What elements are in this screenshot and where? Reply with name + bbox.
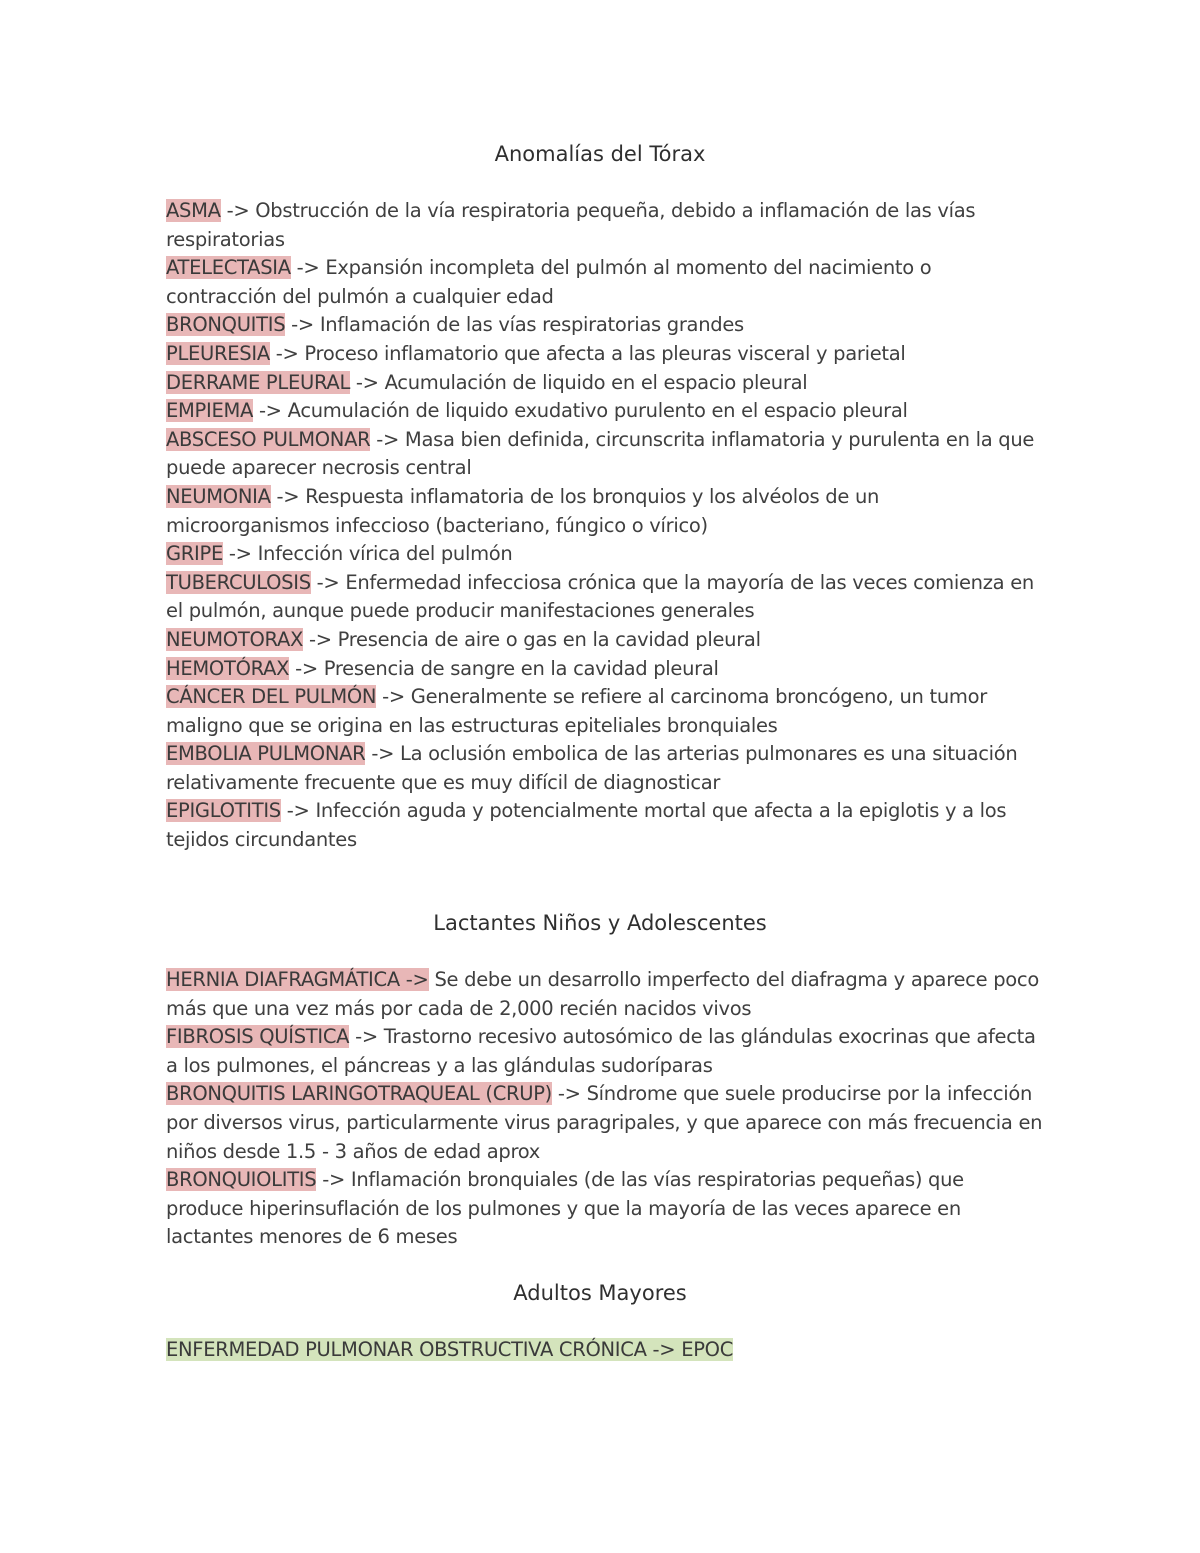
list-item [166,626,1046,655]
lactantes-list [166,966,1046,1252]
definition: -> Acumulación de liquido exudativo purulento en el espacio pleural [253,399,908,423]
list-item [166,966,1046,1023]
list-item [166,797,1046,854]
term: EPIGLOTITIS [166,799,281,823]
section-title-adultos: Adultos Mayores [513,1281,687,1305]
definition: Se debe un desarrollo imperfecto del diafragma y aparece poco más que una vez más por cada de 2,000 recién nacidos vivos [166,968,1039,1020]
list-item [166,397,1046,426]
term: EMPIEMA [166,399,254,423]
list-item [166,369,1046,398]
term: NEUMOTORAX [166,627,304,651]
list-item [166,1023,1046,1080]
list-item [166,340,1046,369]
list-item [166,1336,1046,1365]
anomalias-list [166,197,1046,855]
term: ATELECTASIA [166,256,291,280]
list-item [166,483,1046,540]
list-item [166,426,1046,483]
term: ABSCESO PULMONAR [166,427,371,451]
definition: -> Obstrucción de la vía respiratoria pequeña, debido a inflamación de las vías respiratorias [166,199,976,251]
term: TUBERCULOSIS [166,570,311,594]
definition: -> Generalmente se refiere al carcinoma broncógeno, un tumor maligno que se origina en las estructuras epiteliales bronquiales [166,685,987,737]
definition: -> Respuesta inflamatoria de los bronquios y los alvéolos de un microorganismos infeccioso (bacteriano, fúngico o vírico) [166,484,880,537]
term: FIBROSIS QUÍSTICA [166,1025,350,1049]
definition: -> Acumulación de liquido en el espacio pleural [350,370,808,394]
term: HERNIA DIAFRAGMÁTICA -> [166,968,429,991]
list-item [166,569,1046,626]
list-item [166,683,1046,740]
term: EMBOLIA PULMONAR [166,742,366,766]
definition: -> Presencia de sangre en la cavidad pleural [289,656,719,680]
definition: -> Presencia de aire o gas en la cavidad pleural [303,627,761,651]
term: DERRAME PLEURAL [166,370,351,394]
list-item [166,254,1046,311]
adultos-list [166,1336,1046,1365]
definition: -> Proceso inflamatorio que afecta a las pleuras visceral y parietal [269,341,906,365]
term: NEUMONIA [166,484,271,508]
term: HEMOTÓRAX [166,656,290,680]
definition: -> Infección vírica del pulmón [223,542,513,566]
definition: -> Inflamación de las vías respiratorias grandes [285,313,744,337]
list-item [166,540,1046,569]
list-item [166,311,1046,340]
list-item [166,1080,1046,1166]
term: CÁNCER DEL PULMÓN [166,685,377,709]
term: BRONQUITIS LARINGOTRAQUEAL (CRUP) [166,1082,552,1106]
definition: -> Infección aguda y potencialmente mortal que afecta a la epiglotis y a los tejidos circundantes [166,799,1007,852]
term: BRONQUITIS [166,313,286,337]
term: GRIPE [166,542,223,566]
definition: -> Expansión incompleta del pulmón al momento del nacimiento o contracción del pulmón a cualquier edad [166,256,932,308]
term: ENFERMEDAD PULMONAR OBSTRUCTIVA CRÓNICA -> EPOC [166,1338,734,1361]
section-title-anomalias: Anomalías del Tórax [494,142,706,166]
definition: -> Síndrome que suele producirse por la infección por diversos virus, particularmente virus paragripales, y que aparece con más frecuencia en niños desde 1.5 - 3 años de edad aprox [166,1082,1043,1163]
definition: -> Enfermedad infecciosa crónica que la mayoría de las veces comienza en el pulmón, aunque puede producir manifestaciones generales [166,570,1034,623]
definition: -> Inflamación bronquiales (de las vías respiratorias pequeñas) que produce hiperinsuflación de los pulmones y que la mayoría de las veces aparece en lactantes menores de 6 meses [166,1168,964,1249]
term: ASMA [166,199,221,222]
section-title-lactantes: Lactantes Niños y Adolescentes [433,911,767,935]
list-item [166,740,1046,797]
list-item [166,197,1046,254]
definition: -> Trastorno recesivo autosómico de las glándulas exocrinas que afecta a los pulmones, el páncreas y a las glándulas sudoríparas [166,1025,1036,1077]
list-item [166,1166,1046,1252]
list-item [166,655,1046,684]
definition: -> Masa bien definida, circunscrita inflamatoria y purulenta en la que puede aparecer necrosis central [166,427,1035,480]
definition: -> La oclusión embolica de las arterias pulmonares es una situación relativamente frecuente que es muy difícil de diagnosticar [166,742,1018,794]
term: PLEURESIA [166,341,270,365]
term: BRONQUIOLITIS [166,1168,317,1192]
